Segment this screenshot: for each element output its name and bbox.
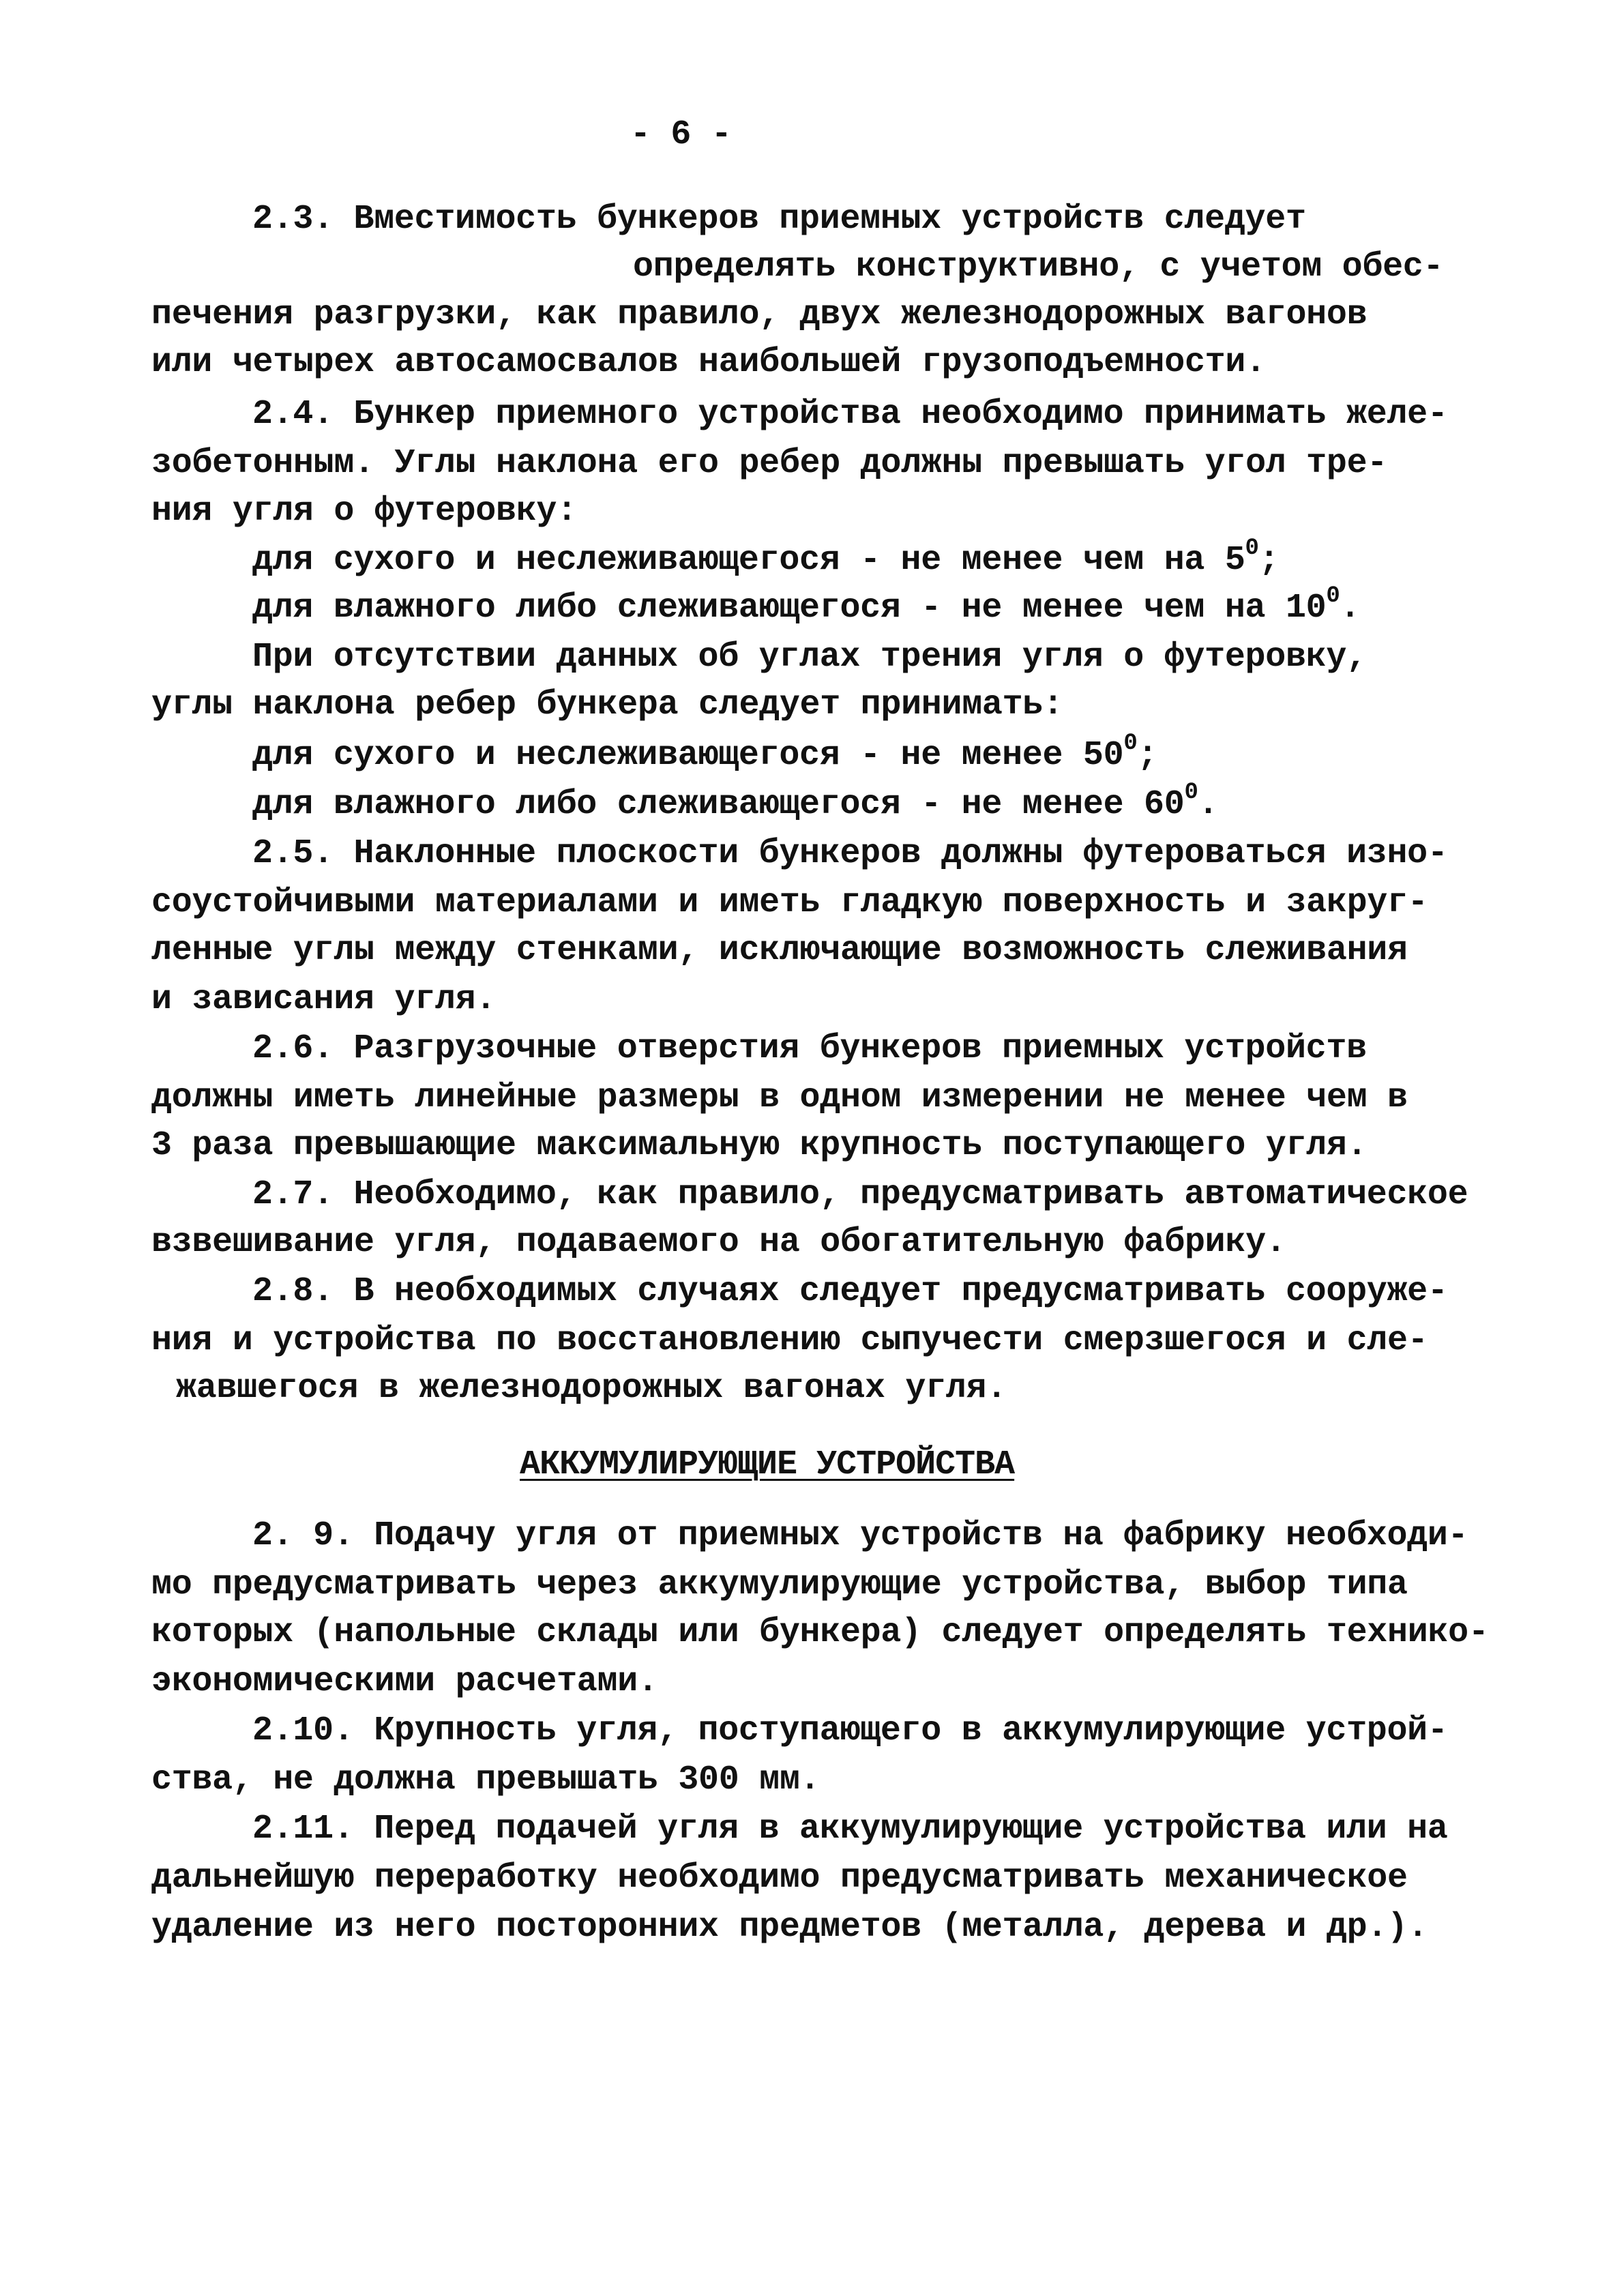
line-end-mark: .	[1198, 785, 1219, 824]
paragraph-line: определять конструктивно, с учетом обес-	[633, 248, 1444, 286]
paragraph-line: дальнейшую переработку необходимо предусматривать механическое	[151, 1859, 1408, 1898]
paragraph-line: 2.4. Бункер приемного устройства необходимо принимать желе-	[252, 395, 1448, 434]
condition-line	[252, 583, 1361, 629]
condition-line	[252, 535, 1280, 581]
paragraph-line: жавшегося в железнодорожных вагонах угля.	[176, 1369, 1007, 1408]
paragraph-line: ства, не должна превышать 300 мм.	[151, 1761, 821, 1799]
paragraph-line: взвешивание угля, подаваемого на обогатительную фабрику.	[151, 1223, 1286, 1262]
line-end-mark: ;	[1258, 541, 1280, 580]
paragraph-line: 2.10. Крупность угля, поступающего в аккумулирующие устрой-	[252, 1711, 1448, 1750]
paragraph-line: 2.3. Вместимость бункеров приемных устройств следует	[252, 200, 1306, 239]
condition-text: для сухого и неслеживающегося - не менее чем на 5	[252, 541, 1245, 580]
paragraph-line: или четырех автосамосвалов наибольшей грузоподъемности.	[151, 343, 1266, 382]
degree-sign: 0	[1184, 780, 1198, 806]
paragraph-line: зобетонным. Углы наклона его ребер должны превышать угол тре-	[151, 444, 1387, 483]
condition-line	[252, 731, 1158, 776]
paragraph-line: 2.6. Разгрузочные отверстия бункеров приемных устройств	[252, 1029, 1367, 1068]
condition-text: для сухого и неслеживающегося - не менее 50	[252, 736, 1124, 775]
paragraph-line: которых (напольные склады или бункера) следует определять технико-	[151, 1613, 1489, 1652]
paragraph-line: экономическими расчетами.	[151, 1662, 658, 1701]
paragraph-line: удаление из него посторонних предметов (металла, дерева и др.).	[151, 1908, 1428, 1947]
paragraph-line: мо предусматривать через аккумулирующие устройства, выбор типа	[151, 1565, 1408, 1604]
condition-text: для влажного либо слеживающегося - не менее 60	[252, 785, 1185, 824]
degree-sign: 0	[1123, 731, 1138, 756]
paragraph-line: ленные углы между стенками, исключающие возможность слеживания	[151, 931, 1408, 970]
degree-sign: 0	[1245, 535, 1259, 561]
section-heading: АККУМУЛИРУЮЩИЕ УСТРОЙСТВА	[520, 1445, 1015, 1484]
paragraph-line: ния и устройства по восстановлению сыпучести смерзшегося и сле-	[151, 1321, 1428, 1360]
paragraph-line: соустойчивыми материалами и иметь гладкую поверхность и закруг-	[151, 883, 1428, 922]
line-end-mark: .	[1340, 589, 1361, 628]
condition-text: для влажного либо слеживающегося - не менее чем на 10	[252, 589, 1327, 628]
paragraph-line: 2. 9. Подачу угля от приемных устройств на фабрику необходи-	[252, 1516, 1468, 1555]
paragraph-line: При отсутствии данных об углах трения угля о футеровку,	[252, 638, 1367, 677]
degree-sign: 0	[1326, 583, 1340, 609]
paragraph-line: ния угля о футеровку:	[151, 492, 577, 531]
paragraph-line: 2.8. В необходимых случаях следует предусматривать сооруже-	[252, 1272, 1448, 1311]
paragraph-line: 2.5. Наклонные плоскости бункеров должны футероваться изно-	[252, 834, 1448, 873]
page-number: - 6 -	[630, 115, 732, 154]
paragraph-line: 2.7. Необходимо, как правило, предусматривать автоматическое	[252, 1175, 1468, 1214]
paragraph-line: печения разгрузки, как правило, двух железнодорожных вагонов	[151, 295, 1368, 334]
paragraph-line: углы наклона ребер бункера следует принимать:	[151, 686, 1063, 724]
paragraph-line: и зависания угля.	[151, 980, 496, 1019]
paragraph-line: 3 раза превышающие максимальную крупность поступающего угля.	[151, 1126, 1368, 1165]
paragraph-line: должны иметь линейные размеры в одном измерении не менее чем в	[151, 1078, 1408, 1117]
paragraph-line: 2.11. Перед подачей угля в аккумулирующие устройства или на	[252, 1810, 1448, 1849]
line-end-mark: ;	[1137, 736, 1158, 775]
condition-line	[252, 780, 1219, 825]
